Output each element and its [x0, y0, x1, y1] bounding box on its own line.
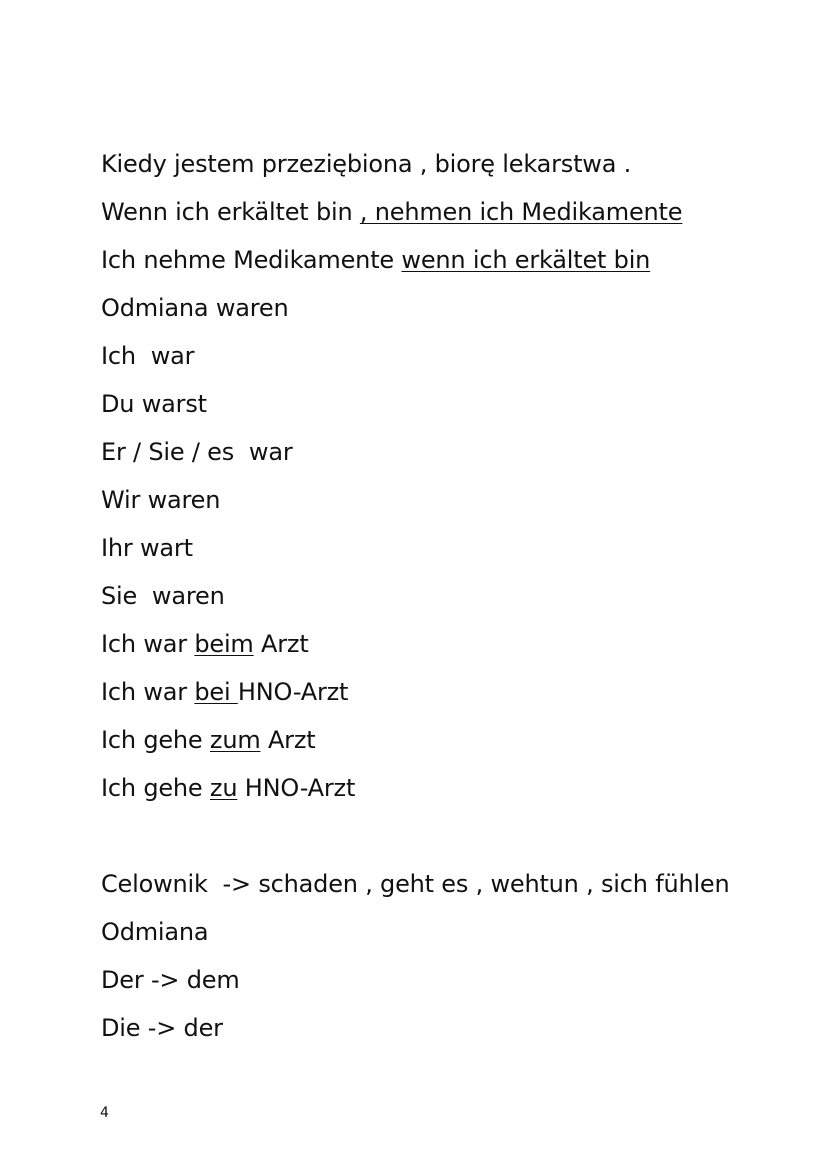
- text-line: [101, 1010, 801, 1058]
- underlined-segment: wenn ich erkältet bin: [401, 246, 651, 274]
- text-line: [101, 578, 801, 626]
- text-segment: Ihr wart: [101, 534, 193, 562]
- text-line: [101, 530, 801, 578]
- text-segment: Kiedy jestem przeziębiona , biorę lekarstwa .: [101, 150, 632, 178]
- text-segment: Der -> dem: [101, 966, 240, 994]
- text-segment: HNO-Arzt: [237, 774, 356, 802]
- text-segment: Odmiana: [101, 918, 209, 946]
- text-body: [101, 146, 801, 1058]
- text-line: [101, 914, 801, 962]
- text-segment: Ich war: [101, 342, 195, 370]
- blank-line: [101, 818, 801, 866]
- text-segment: Celownik -> schaden , geht es , wehtun , sich fühlen: [101, 870, 730, 898]
- text-line: [101, 770, 801, 818]
- text-line: [101, 722, 801, 770]
- underlined-segment: , nehmen ich Medikamente: [359, 198, 683, 226]
- text-line: [101, 434, 801, 482]
- text-segment: Ich gehe: [101, 774, 210, 802]
- text-segment: Arzt: [253, 630, 309, 658]
- text-segment: Wenn ich erkältet bin: [101, 198, 360, 226]
- text-line: [101, 146, 801, 194]
- text-line: [101, 338, 801, 386]
- text-segment: Ich war: [101, 630, 195, 658]
- text-line: [101, 290, 801, 338]
- text-segment: Odmiana waren: [101, 294, 289, 322]
- text-line: [101, 386, 801, 434]
- text-line: [101, 482, 801, 530]
- text-segment: Wir waren: [101, 486, 221, 514]
- text-segment: Du warst: [101, 390, 207, 418]
- text-line: [101, 194, 801, 242]
- text-segment: Er / Sie / es war: [101, 438, 293, 466]
- page-number: 4: [100, 1105, 109, 1121]
- text-line: [101, 674, 801, 722]
- underlined-segment: beim: [194, 630, 254, 658]
- text-segment: Sie waren: [101, 582, 225, 610]
- text-segment: Arzt: [260, 726, 316, 754]
- underlined-segment: zu: [209, 774, 238, 802]
- text-line: [101, 242, 801, 290]
- text-segment: Ich nehme Medikamente: [101, 246, 402, 274]
- text-line: [101, 962, 801, 1010]
- text-segment: Die -> der: [101, 1014, 223, 1042]
- text-segment: Ich war: [101, 678, 195, 706]
- text-line: [101, 626, 801, 674]
- text-segment: Ich gehe: [101, 726, 210, 754]
- underlined-segment: bei: [194, 678, 238, 706]
- text-line: [101, 866, 801, 914]
- underlined-segment: zum: [209, 726, 261, 754]
- text-segment: HNO-Arzt: [237, 678, 349, 706]
